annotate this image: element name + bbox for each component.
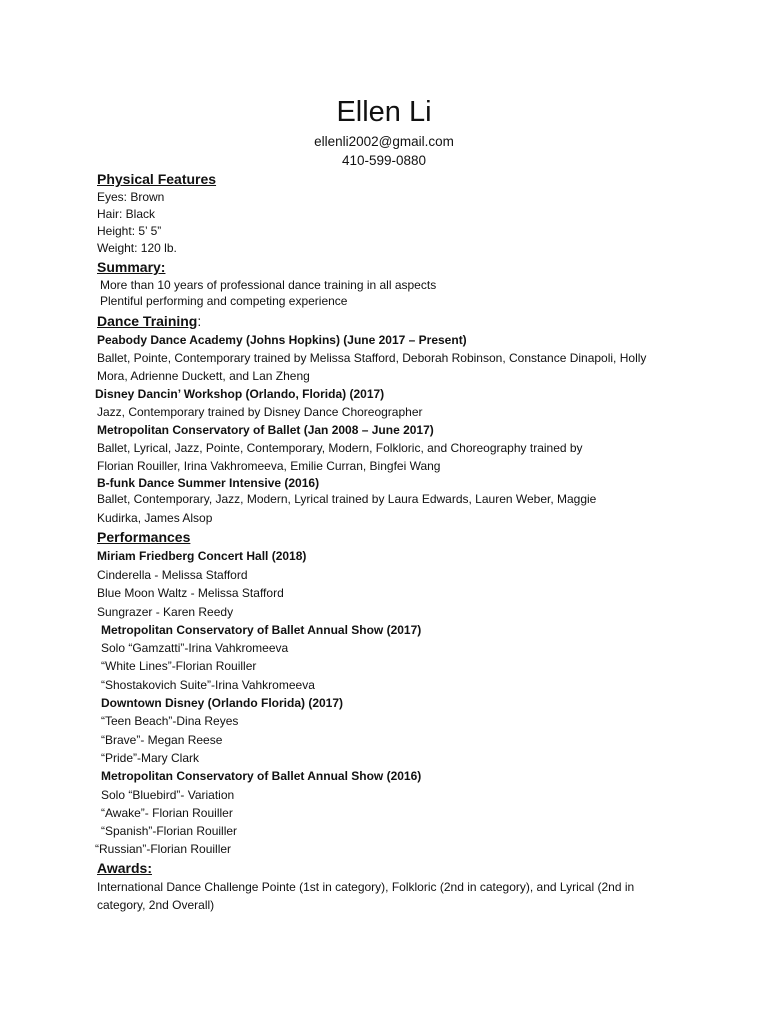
performance-item: Solo “Gamzatti”-Irina Vahkromeeva <box>101 641 289 655</box>
training-entry-title: B-funk Dance Summer Intensive (2016) <box>97 476 320 490</box>
awards-line: category, 2nd Overall) <box>97 898 215 912</box>
summary-item: More than 10 years of professional dance training in all aspects <box>100 278 437 292</box>
performance-group-title: Metropolitan Conservatory of Ballet Annual Show (2017) <box>101 623 422 637</box>
awards-line: International Dance Challenge Pointe (1st in category), Folkloric (2nd in category), and Lyrical (2nd in <box>97 880 635 894</box>
training-entry-line: Jazz, Contemporary trained by Disney Dance Choreographer <box>97 405 423 419</box>
performance-item: “Awake”- Florian Rouiller <box>101 806 233 820</box>
performance-item: “Spanish”-Florian Rouiller <box>101 824 238 838</box>
training-entry-line: Mora, Adrienne Duckett, and Lan Zheng <box>97 369 310 383</box>
awards-heading: Awards: <box>97 860 152 876</box>
dance-training-heading: Dance Training <box>97 313 198 329</box>
performance-item: Blue Moon Waltz - Melissa Stafford <box>97 586 284 600</box>
performance-item: “Brave”- Megan Reese <box>101 733 223 747</box>
physical-features-heading: Physical Features <box>97 171 217 187</box>
training-entry-title: Disney Dancin’ Workshop (Orlando, Florida) (2017) <box>95 387 385 401</box>
dance-training-heading-colon: : <box>197 313 202 329</box>
physical-feature-item: Hair: Black <box>97 207 156 221</box>
training-entry-line: Ballet, Lyrical, Jazz, Pointe, Contemporary, Modern, Folkloric, and Choreography trained by <box>97 441 583 455</box>
performance-item: “Shostakovich Suite”-Irina Vahkromeeva <box>101 678 315 692</box>
performance-item: “Teen Beach”-Dina Reyes <box>101 714 239 728</box>
training-entry-line: Ballet, Contemporary, Jazz, Modern, Lyrical trained by Laura Edwards, Lauren Weber, Maggie <box>97 492 597 506</box>
physical-feature-item: Weight: 120 lb. <box>97 241 177 255</box>
performance-item: Cinderella - Melissa Stafford <box>97 568 248 582</box>
physical-feature-item: Height: 5’ 5” <box>97 224 162 238</box>
phone-number: 410-599-0880 <box>341 153 427 168</box>
summary-item: Plentiful performing and competing experience <box>100 294 348 308</box>
training-entry-line: Kudirka, James Alsop <box>97 511 213 525</box>
performance-item: “Pride”-Mary Clark <box>101 751 200 765</box>
summary-heading: Summary: <box>97 259 166 275</box>
performance-item: Sungrazer - Karen Reedy <box>97 605 234 619</box>
performances-heading: Performances <box>97 529 191 545</box>
performance-group-title: Miriam Friedberg Concert Hall (2018) <box>97 549 307 563</box>
performance-group-title: Downtown Disney (Orlando Florida) (2017) <box>101 696 344 710</box>
training-entry-title: Peabody Dance Academy (Johns Hopkins) (June 2017 – Present) <box>97 333 467 347</box>
performance-item: “White Lines”-Florian Rouiller <box>101 659 257 673</box>
dance-training-heading-row <box>97 312 201 330</box>
training-entry-line: Ballet, Pointe, Contemporary trained by Melissa Stafford, Deborah Robinson, Constance Dinapoli, Holly <box>97 351 647 365</box>
training-entry-line: Florian Rouiller, Irina Vakhromeeva, Emilie Curran, Bingfei Wang <box>97 459 441 473</box>
training-entry-title: Metropolitan Conservatory of Ballet (Jan 2008 – June 2017) <box>97 423 434 437</box>
performance-item: Solo “Bluebird”- Variation <box>101 788 235 802</box>
physical-feature-item: Eyes: Brown <box>97 190 165 204</box>
email-address: ellenli2002@gmail.com <box>314 134 454 149</box>
performance-item: “Russian”-Florian Rouiller <box>95 842 232 856</box>
performance-group-title: Metropolitan Conservatory of Ballet Annual Show (2016) <box>101 769 422 783</box>
applicant-name: Ellen Li <box>336 96 432 128</box>
